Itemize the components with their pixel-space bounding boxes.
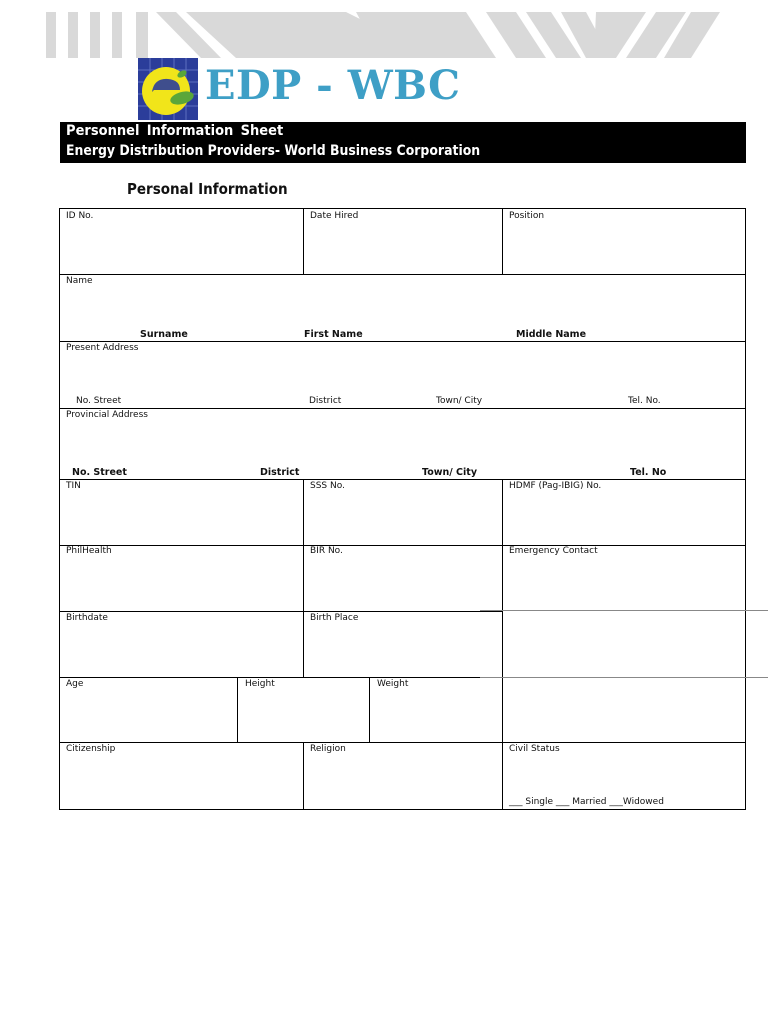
position-label: Position	[509, 211, 545, 221]
header-stripes-graphic	[46, 12, 720, 58]
middle-name-label: Middle Name	[516, 329, 587, 340]
col-divider	[303, 209, 304, 274]
title-banner	[60, 122, 746, 163]
philhealth-label: PhilHealth	[66, 546, 112, 556]
guide-line	[480, 610, 768, 611]
row-divider	[60, 479, 746, 480]
name-label: Name	[66, 276, 93, 286]
banner-title: Personnel Information Sheet	[66, 123, 284, 139]
col-divider	[502, 742, 503, 809]
section-title: Personal Information	[127, 180, 288, 198]
row-divider	[60, 611, 503, 612]
birth-place-label: Birth Place	[310, 613, 359, 623]
present-address-label: Present Address	[66, 343, 139, 353]
provincial-address-label: Provincial Address	[66, 410, 148, 420]
id-no-label: ID No.	[66, 211, 94, 221]
edp-logo-icon	[138, 58, 198, 120]
provincial-town-label: Town/ City	[422, 467, 478, 478]
col-divider	[303, 479, 304, 677]
age-label: Age	[66, 679, 84, 689]
birthdate-label: Birthdate	[66, 613, 108, 623]
tin-label: TIN	[66, 481, 81, 491]
weight-label: Weight	[377, 679, 409, 689]
civil-status-options: ___ Single ___ Married ___Widowed	[509, 797, 664, 807]
sss-label: SSS No.	[310, 481, 345, 491]
guide-line	[480, 677, 768, 678]
row-divider	[60, 742, 746, 743]
height-label: Height	[245, 679, 275, 689]
row-divider	[60, 274, 746, 275]
hdmf-label: HDMF (Pag-IBIG) No.	[509, 481, 602, 491]
bir-label: BIR No.	[310, 546, 343, 556]
provincial-street-label: No. Street	[72, 467, 127, 478]
provincial-tel-label: Tel. No	[630, 467, 667, 478]
row-divider	[60, 677, 503, 678]
present-district-label: District	[309, 396, 342, 406]
emergency-contact-label: Emergency Contact	[509, 546, 598, 556]
col-divider	[303, 742, 304, 809]
brand-title: EDP - WBC	[205, 62, 461, 109]
col-divider	[369, 677, 370, 742]
row-divider	[60, 545, 746, 546]
row-divider	[60, 341, 746, 342]
present-street-label: No. Street	[76, 396, 122, 406]
col-divider	[502, 209, 503, 274]
first-name-label: First Name	[304, 329, 363, 340]
date-hired-label: Date Hired	[310, 211, 359, 221]
citizenship-label: Citizenship	[66, 744, 116, 754]
present-town-label: Town/ City	[436, 396, 483, 406]
col-divider	[237, 677, 238, 742]
religion-label: Religion	[310, 744, 346, 754]
surname-label: Surname	[140, 329, 188, 340]
provincial-district-label: District	[260, 467, 300, 478]
present-tel-label: Tel. No.	[628, 396, 661, 406]
civil-status-label: Civil Status	[509, 744, 560, 754]
banner-subtitle: Energy Distribution Providers- World Business Corporation	[66, 143, 481, 159]
personal-info-form	[59, 208, 746, 810]
row-divider	[60, 408, 746, 409]
